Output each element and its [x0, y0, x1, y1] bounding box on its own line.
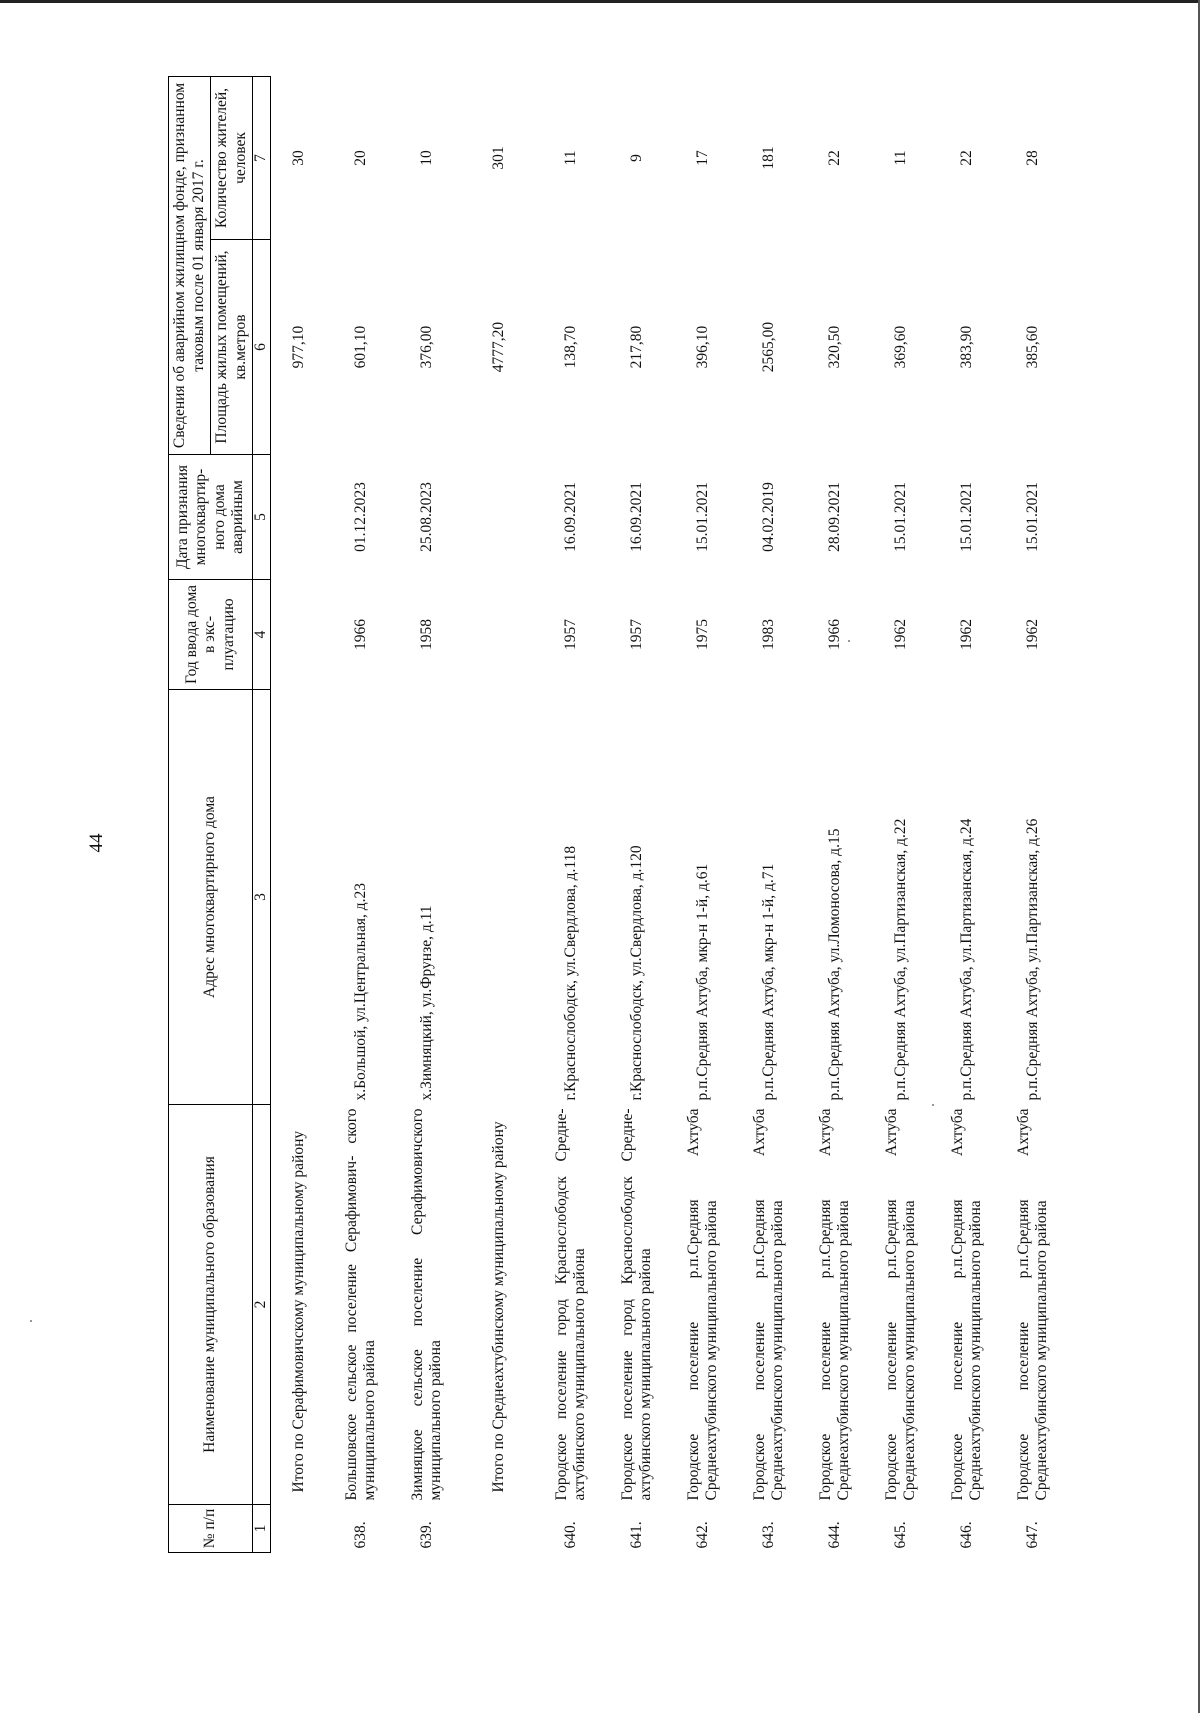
- house-address: р.п.Средняя Ахтуба, ул.Партизанская, д.24: [957, 818, 975, 1101]
- house-address: [270, 690, 328, 1105]
- table-row: [670, 77, 736, 1553]
- municipality-name: Большовское сельское поселение Серафимович- ского муниципального района: [342, 1108, 379, 1501]
- municipality-name: Городское поселение р.п.Средняя Ахтуба Среднеахтубинского муниципального района: [816, 1108, 853, 1501]
- living-area: 320,50: [825, 325, 843, 369]
- residents-count: 20: [351, 150, 369, 166]
- column-number-row: [253, 77, 270, 1553]
- header-name: Наименование муниципального образования: [169, 1105, 253, 1505]
- table-row: [802, 77, 868, 1553]
- residents-count: 28: [1023, 150, 1041, 166]
- living-area: 4777,20: [489, 321, 507, 373]
- municipality-name: Зимняцкое сельское поселение Серафимовичского муниципального района: [408, 1108, 445, 1501]
- commissioning-year: 1983: [759, 619, 777, 650]
- living-area: 385,60: [1023, 325, 1041, 369]
- row-number: 641.: [627, 1521, 645, 1549]
- emergency-date: 15.01.2021: [693, 482, 711, 552]
- table-row: [868, 77, 934, 1553]
- living-area: 601,10: [351, 325, 369, 369]
- living-area: 2565,00: [759, 321, 777, 373]
- column-number: 3: [253, 690, 270, 1105]
- header-row-1: [169, 77, 211, 1553]
- emergency-housing-table: [168, 76, 1066, 1553]
- municipality-name: Итого по Серафимовичскому муниципальному району: [290, 1130, 308, 1493]
- emergency-date: 01.12.2023: [351, 482, 369, 552]
- house-address: г.Краснослободск, ул.Свердлова, д.120: [627, 845, 645, 1101]
- commissioning-year: 1957: [561, 619, 579, 650]
- municipality-name: Городское поселение р.п.Средняя Ахтуба Среднеахтубинского муниципального района: [684, 1108, 721, 1501]
- total-row: [460, 77, 538, 1553]
- residents-count: 30: [290, 150, 308, 166]
- header-num: № п/п: [169, 1505, 253, 1553]
- table-row: [736, 77, 802, 1553]
- house-address: р.п.Средняя Ахтуба, ул.Ломоносова, д.15: [825, 828, 843, 1101]
- column-number: 1: [253, 1505, 270, 1553]
- house-address: р.п.Средняя Ахтуба, ул.Партизанская, д.26: [1023, 818, 1041, 1101]
- municipality-name: Городское поселение р.п.Средняя Ахтуба Среднеахтубинского муниципального района: [750, 1108, 787, 1501]
- living-area: 138,70: [561, 325, 579, 369]
- house-address: р.п.Средняя Ахтуба, мкр-н 1-й, д.61: [693, 863, 711, 1101]
- municipality-name: Городское поселение р.п.Средняя Ахтуба Среднеахтубинского муниципального района: [1014, 1108, 1051, 1501]
- residents-count: 17: [693, 150, 711, 166]
- living-area: 376,00: [417, 325, 435, 369]
- residents-count: 11: [891, 150, 909, 166]
- row-number: 647.: [1023, 1521, 1041, 1549]
- emergency-date: 15.01.2021: [1023, 482, 1041, 552]
- commissioning-year: 1975: [693, 619, 711, 650]
- commissioning-year: 1962: [957, 619, 975, 650]
- municipality-name: Городское поселение город Краснослободск Средне- ахтубинского муниципального района: [618, 1108, 655, 1501]
- residents-count: 22: [957, 150, 975, 166]
- column-number: 5: [253, 455, 270, 580]
- house-address: р.п.Средняя Ахтуба, ул.Партизанская, д.22: [891, 818, 909, 1101]
- commissioning-year: 1962: [891, 619, 909, 650]
- house-address: [460, 690, 538, 1105]
- column-number: 2: [253, 1105, 270, 1505]
- commissioning-year: 1966: [351, 619, 369, 650]
- table-row: [538, 77, 604, 1553]
- emergency-date: 25.08.2023: [417, 482, 435, 552]
- living-area: 217,80: [627, 325, 645, 369]
- total-row: [270, 77, 328, 1553]
- column-number: 6: [253, 240, 270, 455]
- municipality-name: Городское поселение р.п.Средняя Ахтуба Среднеахтубинского муниципального района: [948, 1108, 985, 1501]
- residents-count: 9: [627, 154, 645, 162]
- row-number: 638.: [351, 1521, 369, 1549]
- table-row: [328, 77, 394, 1553]
- header-date: Дата признания многоквартир- ного дома аварийным: [169, 455, 253, 580]
- emergency-date: 15.01.2021: [957, 482, 975, 552]
- row-number: 645.: [891, 1521, 909, 1549]
- emergency-date: 04.02.2019: [759, 482, 777, 552]
- header-year: Год ввода дома в экс- плуатацию: [169, 580, 253, 690]
- municipality-name: Городское поселение город Краснослободск Средне- ахтубинского муниципального района: [552, 1108, 589, 1501]
- column-number: 7: [253, 77, 270, 240]
- row-number: 643.: [759, 1521, 777, 1549]
- table-row: [934, 77, 1000, 1553]
- row-number: 646.: [957, 1521, 975, 1549]
- residents-count: 11: [561, 150, 579, 166]
- header-residents: Количество жителей, человек: [211, 77, 253, 240]
- commissioning-year: 1962: [1023, 619, 1041, 650]
- emergency-date: 16.09.2021: [561, 482, 579, 552]
- table-row: [1000, 77, 1066, 1553]
- row-number: [270, 1505, 328, 1553]
- living-area: 977,10: [290, 325, 308, 369]
- row-number: 640.: [561, 1521, 579, 1549]
- emergency-date: 28.09.2021: [825, 482, 843, 552]
- table-row: [394, 77, 460, 1553]
- commissioning-year: 1957: [627, 619, 645, 650]
- emergency-date: [460, 455, 538, 580]
- municipality-name: Городское поселение р.п.Средняя Ахтуба Среднеахтубинского муниципального района: [882, 1108, 919, 1501]
- table-body: [270, 77, 1066, 1553]
- row-number: 639.: [417, 1521, 435, 1549]
- commissioning-year: [270, 580, 328, 690]
- house-address: х.Большой, ул.Центральная, д.23: [351, 883, 369, 1101]
- header-fund-group: Сведения об аварийном жилищном фонде, признанном таковым после 01 января 2017 г.: [169, 77, 211, 455]
- row-number: 644.: [825, 1521, 843, 1549]
- commissioning-year: 1966: [825, 619, 843, 650]
- header-address: Адрес многоквартирного дома: [169, 690, 253, 1105]
- emergency-date: 16.09.2021: [627, 482, 645, 552]
- commissioning-year: 1958: [417, 619, 435, 650]
- living-area: 383,90: [957, 325, 975, 369]
- column-number: 4: [253, 580, 270, 690]
- page-number: 44: [86, 833, 107, 853]
- row-number: 642.: [693, 1521, 711, 1549]
- living-area: 369,60: [891, 325, 909, 369]
- table-row: [604, 77, 670, 1553]
- residents-count: 181: [759, 146, 777, 170]
- residents-count: 22: [825, 150, 843, 166]
- house-address: р.п.Средняя Ахтуба, мкр-н 1-й, д.71: [759, 863, 777, 1101]
- house-address: х.Зимняцкий, ул.Фрунзе, д.11: [417, 905, 435, 1101]
- emergency-date: 15.01.2021: [891, 482, 909, 552]
- municipality-name: Итого по Среднеахтубинскому муниципальному району: [489, 1121, 507, 1493]
- header-area: Площадь жилых помещений, кв.метров: [211, 240, 253, 455]
- living-area: 396,10: [693, 325, 711, 369]
- emergency-date: [270, 455, 328, 580]
- row-number: [460, 1505, 538, 1553]
- commissioning-year: [460, 580, 538, 690]
- house-address: г.Краснослободск, ул.Свердлова, д.118: [561, 845, 579, 1101]
- residents-count: 10: [417, 150, 435, 166]
- residents-count: 301: [489, 146, 507, 170]
